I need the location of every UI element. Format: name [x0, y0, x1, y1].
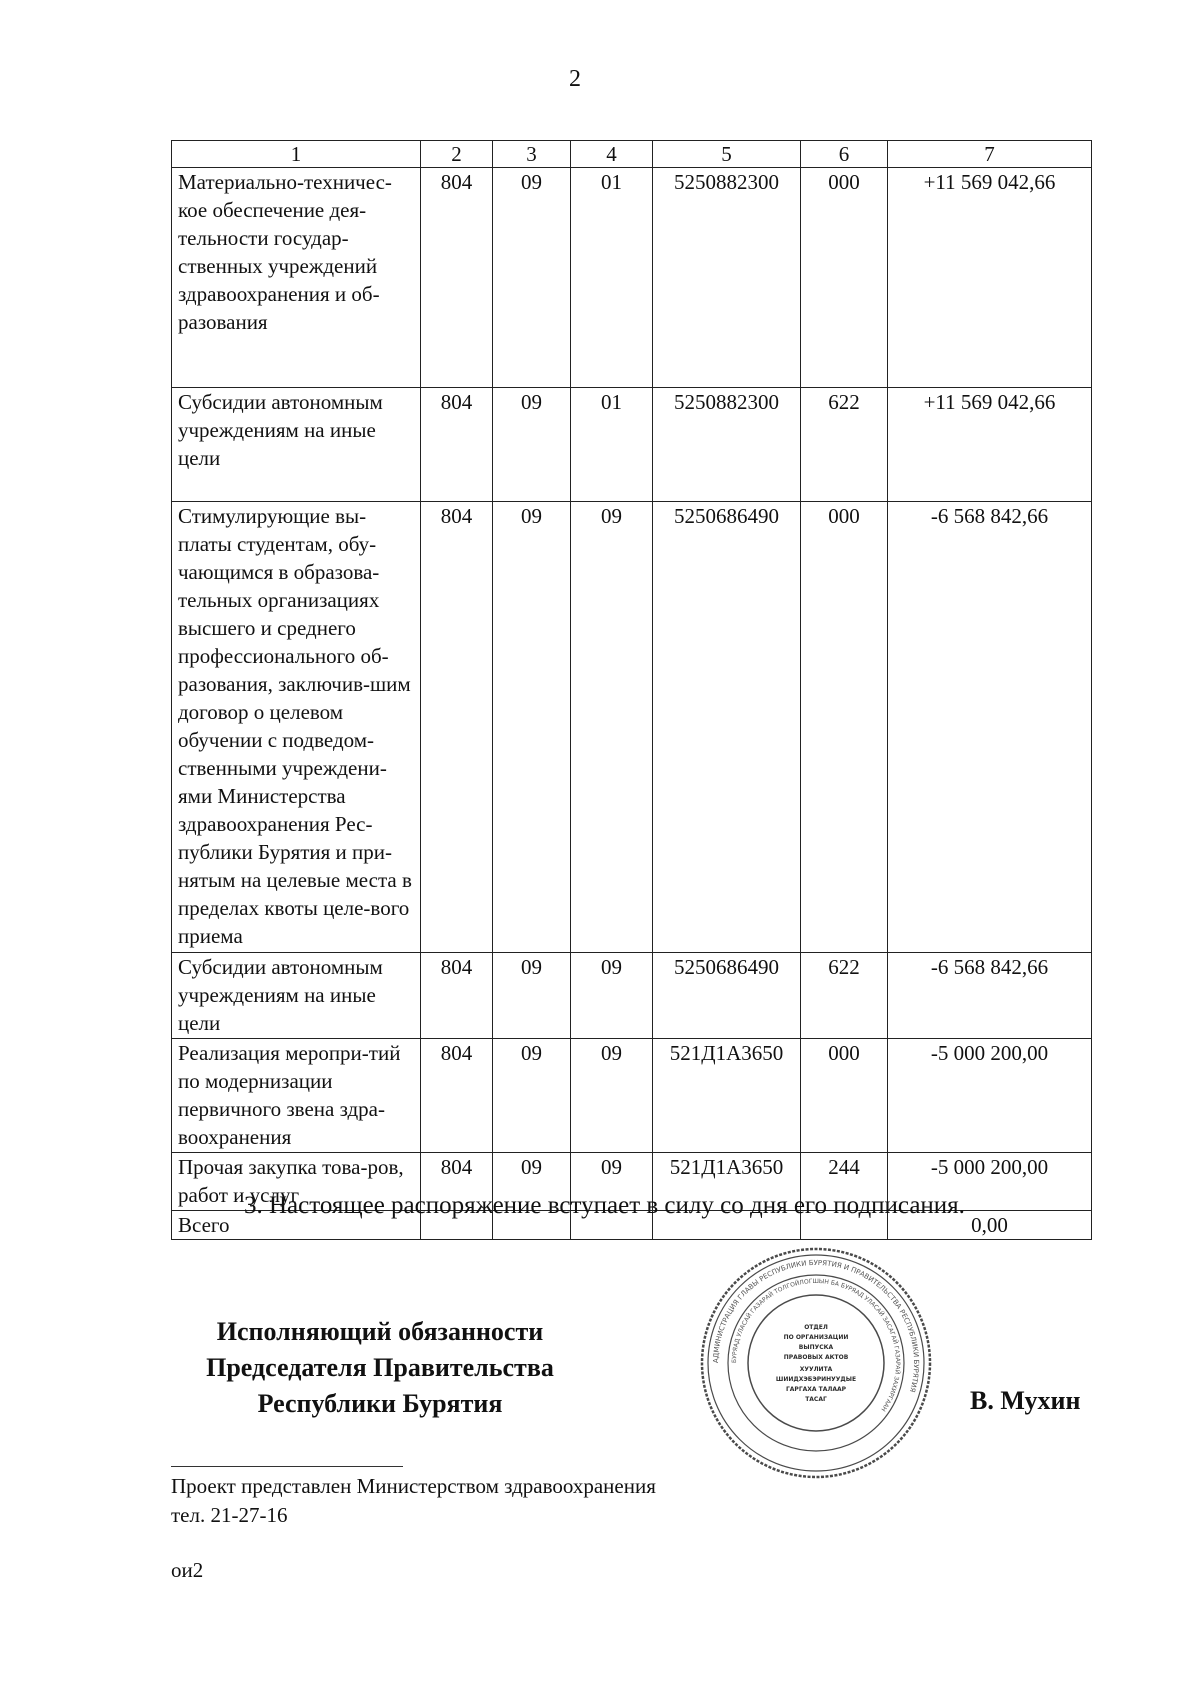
- ministry-code: 804: [421, 168, 493, 388]
- column-header: 7: [888, 141, 1092, 168]
- clause-paragraph: 3. Настоящее распоряжение вступает в силу со дня его подписания.: [244, 1192, 965, 1219]
- column-header: 1: [172, 141, 421, 168]
- column-header: 3: [493, 141, 571, 168]
- target-article-code: 521Д1А3650: [653, 1153, 801, 1211]
- table-row: [172, 168, 1092, 388]
- signatory-title: [170, 1314, 590, 1422]
- section-code: 09: [493, 502, 571, 953]
- row-name: Субсидии автономным учреждениям на иные цели: [172, 953, 421, 1039]
- svg-text:ГАРГАХА ТАЛААР: ГАРГАХА ТАЛААР: [785, 1386, 847, 1393]
- amount: -6 568 842,66: [888, 953, 1092, 1039]
- ministry-code: 804: [421, 1039, 493, 1153]
- page-number: 2: [569, 66, 581, 92]
- subsection-code: 09: [571, 953, 653, 1039]
- expense-type-code: 622: [801, 953, 888, 1039]
- ministry-code: 804: [421, 388, 493, 502]
- footnote: [171, 1472, 656, 1530]
- expense-type-code: 000: [801, 502, 888, 953]
- table-row: [172, 388, 1092, 502]
- footnote-divider: [171, 1466, 403, 1467]
- svg-text:ТАСАГ: ТАСАГ: [805, 1396, 827, 1403]
- svg-text:АДМИНИСТРАЦИЯ ГЛАВЫ РЕСПУБЛИКИ: АДМИНИСТРАЦИЯ ГЛАВЫ РЕСПУБЛИКИ БУРЯТИЯ И ПРАВИТЕЛЬСТВА РЕСПУБЛИКИ БУРЯТИЯ: [711, 1258, 921, 1394]
- signer-name: В. Мухин: [970, 1386, 1081, 1415]
- svg-text:ШИИДХЭБЭРИНУУДЫЕ: ШИИДХЭБЭРИНУУДЫЕ: [775, 1376, 857, 1383]
- budget-table: [171, 140, 1092, 1240]
- total-label: Всего: [172, 1211, 421, 1240]
- target-article-code: 521Д1А3650: [653, 1039, 801, 1153]
- subsection-code: 01: [571, 388, 653, 502]
- subsection-code: 09: [571, 502, 653, 953]
- row-name: Стимулирующие вы-платы студентам, обу-чающимся в образова-тельных организациях высшего и среднего профессионального об-разования, заключив-шим договор о целевом обучении с подведом-ственными учреждени-ями Министерства здравоохранения Рес-публики Бурятия и при-нятым на целевые места в пределах квоты целе-вого приема: [172, 502, 421, 953]
- section-code: 09: [493, 388, 571, 502]
- signatory-line-1: Исполняющий обязанности: [216, 1317, 544, 1346]
- ministry-code: 804: [421, 1153, 493, 1211]
- target-article-code: 5250882300: [653, 388, 801, 502]
- footnote-line-1: Проект представлен Министерством здравоохранения: [171, 1474, 656, 1498]
- expense-type-code: 244: [801, 1153, 888, 1211]
- section-code: 09: [493, 168, 571, 388]
- section-code: 09: [493, 1039, 571, 1153]
- column-header: 6: [801, 141, 888, 168]
- row-name: Субсидии автономным учреждениям на иные цели: [172, 388, 421, 502]
- section-code: 09: [493, 1153, 571, 1211]
- amount: -6 568 842,66: [888, 502, 1092, 953]
- subsection-code: 09: [571, 1153, 653, 1211]
- target-article-code: 5250882300: [653, 168, 801, 388]
- subsection-code: 01: [571, 168, 653, 388]
- signatory-line-3: Республики Бурятия: [257, 1389, 503, 1418]
- footnote-line-2: тел. 21-27-16: [171, 1503, 288, 1527]
- expense-type-code: 000: [801, 168, 888, 388]
- expense-type-code: 000: [801, 1039, 888, 1153]
- amount: -5 000 200,00: [888, 1153, 1092, 1211]
- target-article-code: 5250686490: [653, 502, 801, 953]
- section-code: 09: [493, 953, 571, 1039]
- svg-text:БУРЯАД УЛАСАЙ ГАЗАРАЙ ТОЛГОЙЛО: БУРЯАД УЛАСАЙ ГАЗАРАЙ ТОЛГОЙЛОГШЫН БА БУРЯАД УЛАСАЙ ЗАСАГАЙ ГАЗАРАЙ ЗАХИРГААН: [730, 1277, 902, 1413]
- total-amount: 0,00: [888, 1211, 1092, 1240]
- table-row: [172, 953, 1092, 1039]
- column-header: 2: [421, 141, 493, 168]
- ministry-code: 804: [421, 953, 493, 1039]
- row-name: Реализация меропри-тий по модернизации первичного звена здра-воохранения: [172, 1039, 421, 1153]
- column-header: 5: [653, 141, 801, 168]
- official-seal-stamp: [698, 1245, 934, 1481]
- svg-text:ПО ОРГАНИЗАЦИИ: ПО ОРГАНИЗАЦИИ: [783, 1334, 849, 1341]
- svg-text:ВЫПУСКА: ВЫПУСКА: [798, 1344, 834, 1351]
- expense-type-code: 622: [801, 388, 888, 502]
- table-row: [172, 1039, 1092, 1153]
- row-name: Материально-техничес-кое обеспечение дея-тельности государ-ственных учреждений здравоохранения и об-разования: [172, 168, 421, 388]
- svg-text:ОТДЕЛ: ОТДЕЛ: [804, 1324, 828, 1331]
- row-name: Прочая закупка това-ров, работ и услуг: [172, 1153, 421, 1211]
- table-header-row: [172, 141, 1092, 168]
- document-code: ои2: [171, 1558, 204, 1582]
- table-row: [172, 502, 1092, 953]
- column-header: 4: [571, 141, 653, 168]
- amount: +11 569 042,66: [888, 168, 1092, 388]
- target-article-code: 5250686490: [653, 953, 801, 1039]
- signatory-line-2: Председателя Правительства: [206, 1353, 554, 1382]
- svg-text:ПРАВОВЫХ АКТОВ: ПРАВОВЫХ АКТОВ: [783, 1354, 849, 1361]
- amount: -5 000 200,00: [888, 1039, 1092, 1153]
- ministry-code: 804: [421, 502, 493, 953]
- subsection-code: 09: [571, 1039, 653, 1153]
- svg-text:ХУУЛИТА: ХУУЛИТА: [799, 1366, 833, 1373]
- amount: +11 569 042,66: [888, 388, 1092, 502]
